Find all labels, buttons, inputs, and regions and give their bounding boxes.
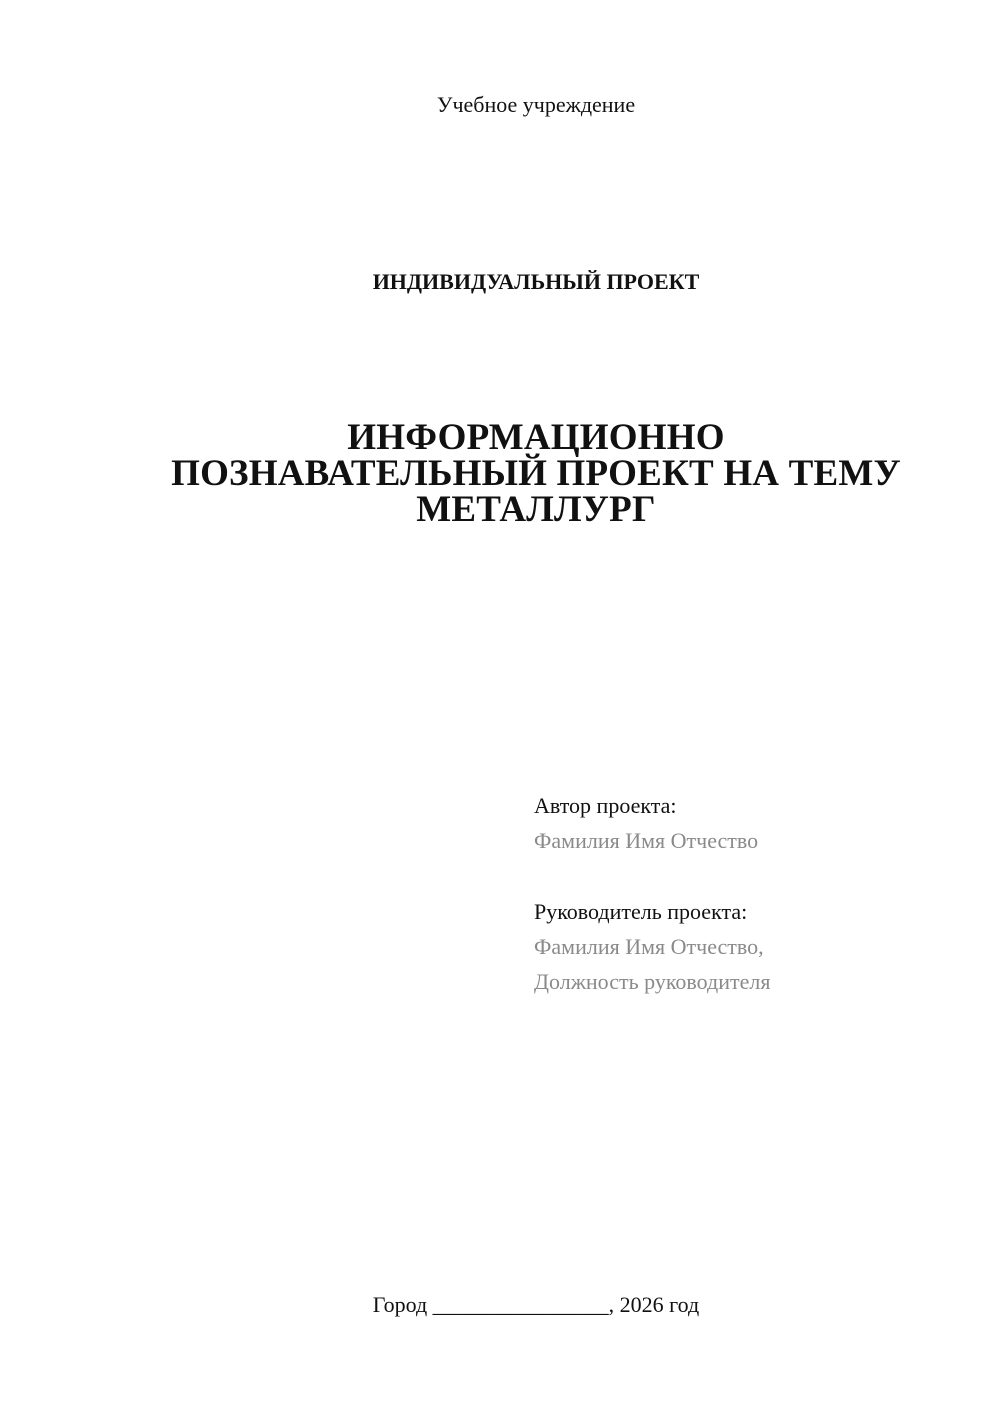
city-blank-line: ________________: [432, 1292, 609, 1317]
supervisor-name-placeholder: Фамилия Имя Отчество,: [534, 934, 764, 959]
supervisor-label: Руководитель проекта:: [534, 899, 748, 924]
author-label: Автор проекта:: [534, 793, 677, 818]
project-title: [0, 417, 1000, 530]
city-label: Город: [372, 1292, 428, 1317]
year-text: , 2026 год: [608, 1292, 700, 1317]
project-info-block: [534, 788, 974, 999]
supervisor-position-placeholder: Должность руководителя: [534, 969, 771, 994]
author-name-placeholder: Фамилия Имя Отчество: [534, 828, 759, 853]
project-title-line: МЕТАЛЛУРГ: [416, 489, 656, 530]
city-year-footer: [0, 1291, 1000, 1319]
project-type-heading: ИНДИВИДУАЛЬНЫЙ ПРОЕКТ: [372, 269, 700, 294]
project-title-line: ПОЗНАВАТЕЛЬНЫЙ ПРОЕКТ НА ТЕМУ: [171, 453, 901, 494]
info-spacer: [534, 858, 974, 894]
institution-name: Учебное учреждение: [436, 92, 636, 117]
project-title-line: ИНФОРМАЦИОННО: [347, 417, 725, 458]
